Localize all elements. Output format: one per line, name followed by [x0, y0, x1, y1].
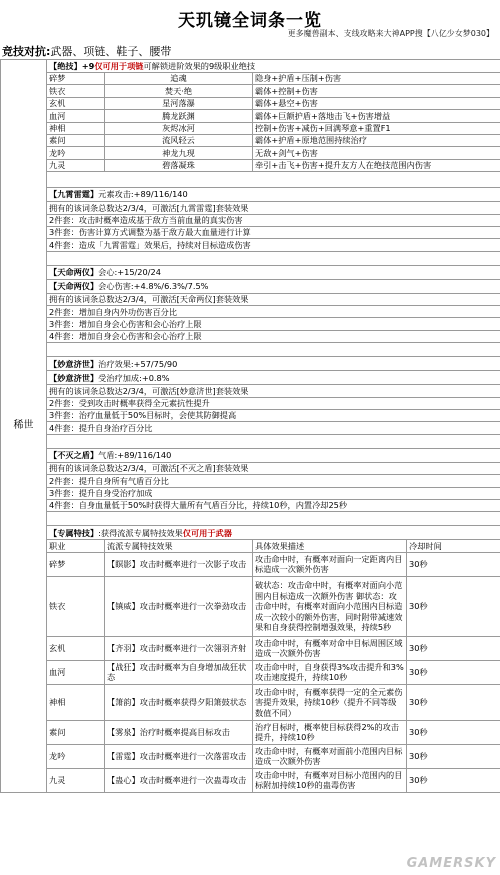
skill-name: 碧落凝珠 [105, 159, 253, 171]
zhuanshu-row [1, 636, 500, 660]
class-name: 玄机 [47, 97, 105, 109]
heading-items: 武器、项链、鞋子、腰带 [50, 45, 172, 58]
miaoyi-row [1, 397, 500, 409]
set-line: 拥有的该词条总数达2/3/4，可激活[天命两仪]套装效果 [47, 293, 500, 305]
class-name: 铁衣 [47, 576, 105, 636]
miaoyi-head: 受治疗加成:+0.8% [98, 372, 170, 383]
cooldown: 30秒 [407, 768, 500, 792]
zhuanshu-head-row-cell [47, 526, 500, 540]
section-heading [2, 43, 171, 59]
miaoyi-tag: 【妙意济世】 [49, 372, 99, 383]
buqie-head: 气盾:+89/116/140 [98, 450, 172, 461]
skill-name: 灰烬冰河 [105, 122, 253, 134]
cooldown: 30秒 [407, 684, 500, 720]
class-name: 血河 [47, 660, 105, 684]
effect-desc: 攻击命中时，有概率对面前小范围内目标造成一次额外伤害 [253, 744, 407, 768]
page-subtitle: 更多魔兽副本、支线攻略来大神APP搜【八亿少女梦030】 [287, 29, 494, 38]
zhuanshu-head: :获得流派专属特技效果 [98, 527, 183, 538]
miaoyi-row [1, 385, 500, 397]
tianming-head-row-cell [47, 265, 500, 279]
skill-effect: 霸体+巨额护盾+落地击飞+伤害增益 [253, 110, 500, 122]
jueji-row [1, 134, 500, 146]
skill-effect: 控制+伤害+减伤+回满琴意+重置F1 [253, 122, 500, 134]
tianming-row [1, 318, 500, 330]
jiuxiao-row [1, 214, 500, 226]
set-line: 3件套：伤害计算方式调整为基于敌方最大血量进行计算 [47, 226, 500, 238]
set-line: 2件套：提升自身所有气盾百分比 [47, 475, 500, 487]
school-effect: 【雾泉】治疗时概率提高目标攻击 [105, 720, 253, 744]
tianming-tag: 【天命两仪】 [49, 266, 99, 277]
class-name: 龙吟 [47, 744, 105, 768]
page-title: 天玑镜全词条一览 [178, 11, 322, 31]
set-line: 4件套：自身血量低于50%时获得大量所有气盾百分比，持续10秒，内置冷却25秒 [47, 499, 500, 511]
tianming-row [1, 293, 500, 305]
jueji-head-row-cell [47, 60, 500, 73]
class-name: 玄机 [47, 636, 105, 660]
jueji-row [1, 85, 500, 97]
spacer-cell [47, 434, 500, 448]
set-line: 拥有的该词条总数达2/3/4，可激活[九霄雷霆]套装效果 [47, 202, 500, 214]
miaoyi-row [1, 410, 500, 422]
cooldown: 30秒 [407, 660, 500, 684]
miaoyi-tag: 【妙意济世】 [49, 358, 99, 369]
jueji-head-row [1, 60, 500, 73]
skill-effect: 霸体+护盾+原地范围持续治疗 [253, 134, 500, 146]
affix-table [0, 59, 500, 793]
zhuanshu-row [1, 720, 500, 744]
class-name: 碎梦 [47, 552, 105, 576]
watermark: GAMERSKY [406, 856, 496, 871]
set-line: 4件套：提升自身治疗百分比 [47, 422, 500, 434]
set-line: 2件套：攻击时概率造成基于敌方当前血量的真实伤害 [47, 214, 500, 226]
jueji-row [1, 122, 500, 134]
heading-label: 竞技对抗: [2, 45, 51, 58]
tianming-head-row [1, 265, 500, 279]
spacer-row [1, 343, 500, 357]
skill-effect: 霸体+控制+伤害 [253, 85, 500, 97]
skill-name: 焚天·绝 [105, 85, 253, 97]
tianming-tag: 【天命两仪】 [49, 280, 99, 291]
jiuxiao-tag: 【九霄雷霆】 [49, 189, 99, 200]
class-name: 九灵 [47, 159, 105, 171]
miaoyi-row [1, 422, 500, 434]
tianming-head-row-cell [47, 279, 500, 293]
cooldown: 30秒 [407, 576, 500, 636]
buqie-row [1, 475, 500, 487]
buqie-row [1, 462, 500, 474]
zhuanshu-row [1, 552, 500, 576]
spacer-cell [47, 251, 500, 265]
jueji-row [1, 110, 500, 122]
skill-effect: 霸体+悬空+伤害 [253, 97, 500, 109]
effect-desc: 攻击命中时，有概率获得一定的全元素伤害提升效果，持续10秒（提升不同等级数值不同） [253, 684, 407, 720]
set-line: 3件套：增加自身会心伤害和会心治疗上限 [47, 318, 500, 330]
tianming-row [1, 330, 500, 342]
class-name: 素问 [47, 720, 105, 744]
school-effect: 【箫韵】攻击时概率获得夕阳箫鼓状态 [105, 684, 253, 720]
spacer-row [1, 251, 500, 265]
effect-desc: 攻击命中时，有概率对面向一定距离内目标造成一次额外伤害 [253, 552, 407, 576]
jiuxiao-row [1, 226, 500, 238]
set-line: 3件套：治疗血量低于50%目标时，会使其防御提高 [47, 410, 500, 422]
jiuxiao-row [1, 202, 500, 214]
skill-effect: 无敌+剑气+伤害 [253, 147, 500, 159]
effect-desc: 攻击命中时，自身获得3%攻击提升和3%攻击速度提升，持续10秒 [253, 660, 407, 684]
column-header: 职业 [47, 540, 105, 552]
set-line: 4件套：造成「九霄雷霆」效果后，持续对目标造成伤害 [47, 239, 500, 251]
class-name: 龙吟 [47, 147, 105, 159]
miaoyi-head-row [1, 357, 500, 371]
effect-desc: 攻击命中时，有概率对命中目标周围区域造成一次额外伤害 [253, 636, 407, 660]
buqie-head-row-cell [47, 448, 500, 462]
miaoyi-head-row-cell [47, 357, 500, 371]
spacer-row [1, 434, 500, 448]
skill-name: 星河落瀑 [105, 97, 253, 109]
spacer-cell [47, 512, 500, 526]
column-header: 冷却时间 [407, 540, 500, 552]
class-name: 九灵 [47, 768, 105, 792]
jiuxiao-head-row-cell [47, 188, 500, 202]
skill-name: 流风轻云 [105, 134, 253, 146]
zhuanshu-row [1, 768, 500, 792]
zhuanshu-column-row [1, 540, 500, 552]
school-effect: 【镇威】攻击时概率进行一次拳劲攻击 [105, 576, 253, 636]
zhuanshu-row [1, 576, 500, 636]
miaoyi-head: 治疗效果:+57/75/90 [98, 358, 178, 369]
affix-table-wrap [0, 59, 500, 875]
effect-desc: 破状态：攻击命中时，有概率对面向小范围内目标造成一次额外伤害 御状态：攻击命中时，有概率对面向小范围内目标造成一次较小的额外伤害，同时附带减速效果和自身获得控制增强效果，持续5秒 [253, 576, 407, 636]
effect-desc: 攻击命中时，有概率对目标小范围内的目标附加持续10秒的蛊毒伤害 [253, 768, 407, 792]
buqie-tag: 【不灭之盾】 [49, 450, 99, 461]
skill-name: 追魂 [105, 73, 253, 85]
school-effect: 【雷霆】攻击时概率进行一次落雷攻击 [105, 744, 253, 768]
miaoyi-head-row-cell [47, 371, 500, 385]
skill-effect: 隐身+护盾+压制+伤害 [253, 73, 500, 85]
cooldown: 30秒 [407, 636, 500, 660]
class-name: 碎梦 [47, 73, 105, 85]
school-effect: 【齐羽】攻击时概率进行一次翎羽齐射 [105, 636, 253, 660]
skill-name: 神龙九现 [105, 147, 253, 159]
set-line: 拥有的该词条总数达2/3/4，可激活[不灭之盾]套装效果 [47, 462, 500, 474]
cooldown: 30秒 [407, 720, 500, 744]
spacer-row [1, 512, 500, 526]
jueji-tag: 【绝技】+9 [49, 60, 95, 71]
jiuxiao-head: 元素攻击:+89/116/140 [98, 189, 188, 200]
cooldown: 30秒 [407, 552, 500, 576]
tianming-head: 会心伤害:+4.8%/6.3%/7.5% [98, 280, 209, 291]
tianming-row [1, 306, 500, 318]
set-line: 2件套：受到攻击时概率获得全元素抗性提升 [47, 397, 500, 409]
jueji-row [1, 147, 500, 159]
set-line: 2件套：增加自身内外功伤害百分比 [47, 306, 500, 318]
class-name: 神相 [47, 122, 105, 134]
zhuanshu-row [1, 684, 500, 720]
zhuanshu-tag: 【专属特技】 [49, 527, 99, 538]
effect-desc: 治疗目标时，概率使目标获得2%的攻击提升，持续10秒 [253, 720, 407, 744]
spacer-row [1, 172, 500, 188]
skill-effect: 牵引+击飞+伤害+提升友方人在绝技范围内伤害 [253, 159, 500, 171]
jiuxiao-head-row [1, 188, 500, 202]
zhuanshu-head-row [1, 526, 500, 540]
class-name: 神相 [47, 684, 105, 720]
jueji-desc: 可解锁进阶效果的9级职业绝技 [143, 60, 256, 71]
column-header: 流派专属特技效果 [105, 540, 253, 552]
zhuanshu-row [1, 744, 500, 768]
class-name: 素问 [47, 134, 105, 146]
jueji-accent: 仅可用于项链 [94, 60, 144, 71]
set-line: 拥有的该词条总数达2/3/4，可激活[妙意济世]套装效果 [47, 385, 500, 397]
jueji-row [1, 97, 500, 109]
zhuanshu-accent: 仅可用于武器 [182, 527, 232, 538]
tianming-head: 会心:+15/20/24 [98, 266, 161, 277]
jiuxiao-row [1, 239, 500, 251]
buqie-head-row [1, 448, 500, 462]
school-effect: 【战狂】攻击时概率为自身增加战狂状态 [105, 660, 253, 684]
buqie-row [1, 487, 500, 499]
rarity-label: 稀世 [1, 60, 47, 793]
school-effect: 【瞑影】攻击时概率进行一次影子攻击 [105, 552, 253, 576]
zhuanshu-row [1, 660, 500, 684]
set-line: 3件套：提升自身受治疗加成 [47, 487, 500, 499]
buqie-row [1, 499, 500, 511]
jueji-row [1, 73, 500, 85]
set-line: 4件套：增加自身会心伤害和会心治疗上限 [47, 330, 500, 342]
cooldown: 30秒 [407, 744, 500, 768]
spacer-cell [47, 172, 500, 188]
skill-name: 腾龙跃渊 [105, 110, 253, 122]
spacer-cell [47, 343, 500, 357]
column-header: 具体效果描述 [253, 540, 407, 552]
school-effect: 【蛊心】攻击时概率进行一次蛊毒攻击 [105, 768, 253, 792]
class-name: 血河 [47, 110, 105, 122]
class-name: 铁衣 [47, 85, 105, 97]
jueji-row [1, 159, 500, 171]
miaoyi-head-row [1, 371, 500, 385]
tianming-head-row [1, 279, 500, 293]
